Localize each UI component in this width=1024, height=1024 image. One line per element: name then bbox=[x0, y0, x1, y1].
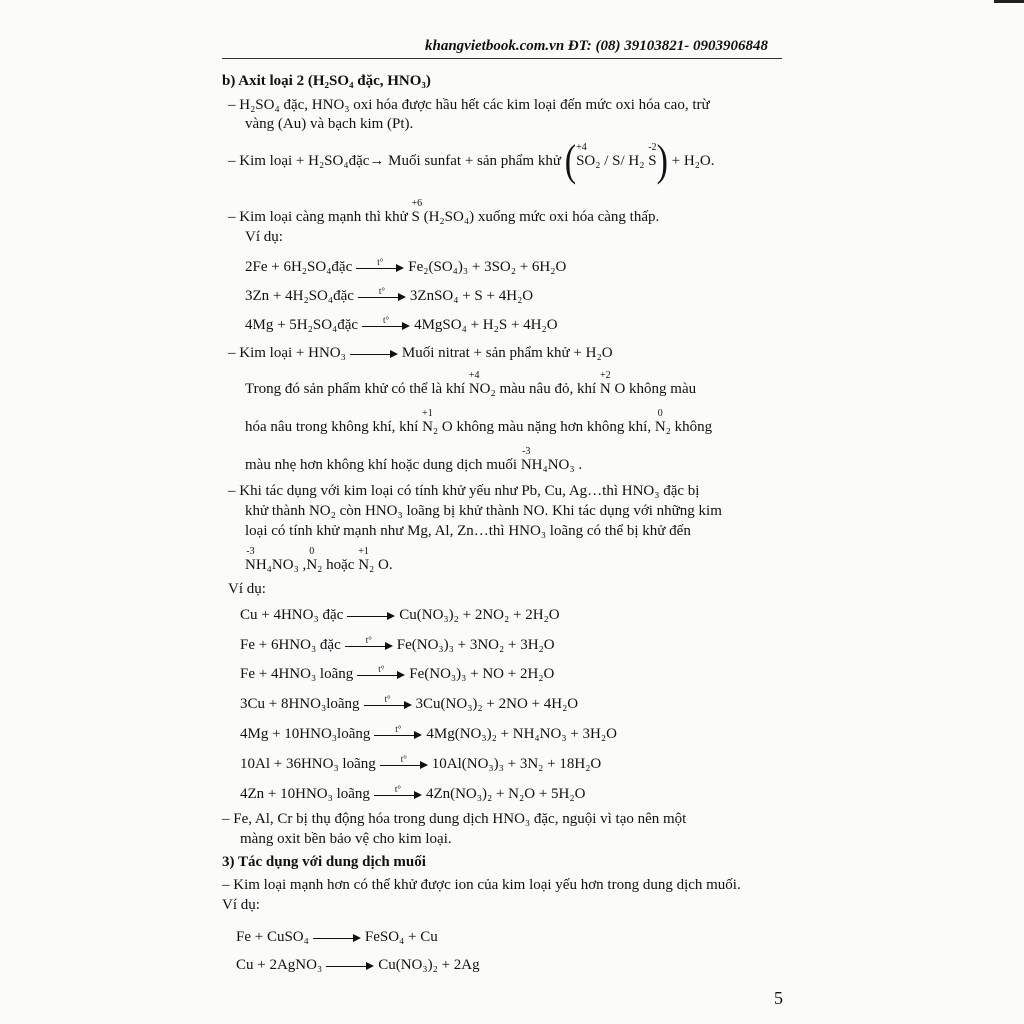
oxidation-N-zero: 0 N bbox=[306, 546, 318, 573]
page-header: khangvietbook.com.vn ĐT: (08) 39103821- 0903906848 bbox=[425, 38, 769, 54]
para-1a: – H₂SO₄ đặc, HNO₃ oxi hóa được hầu hết các kim loại đến mức oxi hóa cao, trừ bbox=[228, 97, 710, 113]
equation-5: Fe + 6HNO₃ đặc t° Fe(NO₃)₃ + 3NO₂ + 3H₂O bbox=[240, 634, 555, 653]
equation-6: Fe + 4HNO₃ loãng t° Fe(NO₃)₃ + NO + 2H₂O bbox=[240, 663, 555, 682]
equation-12: Cu + 2AgNO₃ Cu(NO₃)₂ + 2Ag bbox=[236, 957, 480, 973]
example-label-3: Ví dụ: bbox=[222, 897, 260, 913]
para-1b: vàng (Au) và bạch kim (Pt). bbox=[245, 116, 414, 132]
reaction-arrow: t° bbox=[356, 262, 404, 274]
para-8c: loại có tính khử mạnh như Mg, Al, Zn…thì HNO₃ loãng có thể bị khử đến bbox=[245, 523, 691, 539]
para-4: – Kim loại + HNO₃ Muối nitrat + sản phẩm khử + H₂O bbox=[228, 345, 613, 361]
oxidation-N-plus2: +2 N bbox=[599, 370, 611, 397]
equation-2: 3Zn + 4H₂SO₄đặc t° 3ZnSO₄ + S + 4H₂O bbox=[245, 285, 534, 304]
reaction-arrow bbox=[350, 348, 398, 360]
para-7: màu nhẹ hơn không khí hoặc dung dịch muối -3 NH₄NO₃ . bbox=[245, 446, 583, 473]
para-2 bbox=[228, 136, 715, 185]
equation-10: 4Zn + 10HNO₃ loãng t° 4Zn(NO₃)₂ + N₂O + 5H₂O bbox=[240, 783, 586, 802]
oxidation-N-zero: 0 N bbox=[654, 408, 666, 435]
para-8a: – Khi tác dụng với kim loại có tính khử yếu như Pb, Cu, Ag…thì HNO₃ đặc bị bbox=[228, 483, 700, 499]
reaction-arrow: t° bbox=[345, 640, 393, 652]
close-paren: ) bbox=[656, 136, 668, 185]
equation-4: Cu + 4HNO₃ đặc Cu(NO₃)₂ + 2NO₂ + 2H₂O bbox=[240, 607, 560, 623]
reaction-arrow bbox=[326, 960, 374, 972]
reaction-arrow: t° bbox=[362, 320, 410, 332]
para-2-products: O₂ / S/ H₂ bbox=[584, 153, 649, 169]
para-3-text: – Kim loại càng mạnh thì khử bbox=[228, 209, 408, 225]
equation-11: Fe + CuSO₄ FeSO₄ + Cu bbox=[236, 929, 438, 945]
corner-mark bbox=[994, 0, 1024, 3]
header-rule bbox=[222, 58, 782, 59]
equation-7: 3Cu + 8HNO₃loãng t° 3Cu(NO₃)₂ + 2NO + 4H₂O bbox=[240, 693, 579, 712]
example-label-1: Ví dụ: bbox=[245, 229, 283, 245]
para-8b: khử thành NO₂ còn HNO₃ loãng bị khử thành NO. Khi tác dụng với những kim bbox=[245, 503, 722, 519]
equation-3: 4Mg + 5H₂SO₄đặc t° 4MgSO₄ + H₂S + 4H₂O bbox=[245, 314, 558, 333]
open-paren: ( bbox=[564, 136, 577, 185]
equation-1: 2Fe + 6H₂SO₄đặc t° Fe₂(SO₄)₃ + 3SO₂ + 6H₂O bbox=[245, 256, 567, 275]
equation-8: 4Mg + 10HNO₃loãng t° 4Mg(NO₃)₂ + NH₄NO₃ + 3H₂O bbox=[240, 723, 617, 742]
para-11a: – Fe, Al, Cr bị thụ động hóa trong dung dịch HNO₃ đặc, nguội vì tạo nên một bbox=[222, 811, 687, 827]
para-3 bbox=[228, 198, 660, 226]
reaction-arrow: t° bbox=[374, 729, 422, 741]
reaction-arrow: t° bbox=[358, 291, 406, 303]
reaction-arrow bbox=[313, 932, 361, 944]
oxidation-N-plus1: +1 N bbox=[422, 408, 433, 435]
reaction-arrow: t° bbox=[380, 759, 428, 771]
page-number: 5 bbox=[774, 988, 783, 1008]
oxidation-S-plus4: +4 S bbox=[576, 142, 587, 169]
oxidation-N-minus3: -3 N bbox=[520, 446, 532, 473]
para-11b: màng oxit bền bảo vệ cho kim loại. bbox=[240, 831, 452, 847]
example-label-2: Ví dụ: bbox=[228, 581, 266, 597]
reaction-arrow: t° bbox=[357, 669, 405, 681]
para-2-end: + H₂O. bbox=[671, 153, 715, 169]
para-12: – Kim loại mạnh hơn có thể khử được ion của kim loại yếu hơn trong dung dịch muối. bbox=[222, 877, 741, 893]
equation-9: 10Al + 36HNO₃ loãng t° 10Al(NO₃)₃ + 3N₂ + 18H₂O bbox=[240, 753, 602, 772]
para-3-text-b: (H₂SO₄) xuống mức oxi hóa càng thấp. bbox=[423, 209, 660, 225]
reaction-arrow: t° bbox=[374, 789, 422, 801]
oxidation-N-plus1: +1 N bbox=[358, 546, 370, 573]
para-9: -3 NH₄NO₃ , 0 N₂ hoặc +1 N₂ O. bbox=[245, 546, 393, 573]
oxidation-S-plus6: +6 S bbox=[411, 198, 423, 225]
para-6: hóa nâu trong không khí, khí +1 N₂ O không màu nặng hơn không khí, 0 N₂ không bbox=[245, 408, 713, 435]
oxidation-N-minus3: -3 N bbox=[245, 546, 256, 573]
section-title-acid-type-2: b) Axit loại 2 (H₂SO₄ đặc, HNO₃) bbox=[222, 73, 431, 89]
reaction-arrow: t° bbox=[364, 699, 412, 711]
section-title-salt-reaction: 3) Tác dụng với dung dịch muối bbox=[222, 854, 426, 870]
para-5: Trong đó sản phẩm khử có thể là khí +4 NO₂ màu nâu đỏ, khí +2 N O không màu bbox=[245, 370, 697, 397]
oxidation-S-minus2: -2 S bbox=[648, 142, 657, 169]
oxidation-N-plus4: +4 N bbox=[468, 370, 480, 397]
reaction-arrow bbox=[347, 610, 395, 622]
para-2-text: – Kim loại + H₂SO₄đặc→ Muối sunfat + sản phẩm khử bbox=[228, 153, 561, 169]
